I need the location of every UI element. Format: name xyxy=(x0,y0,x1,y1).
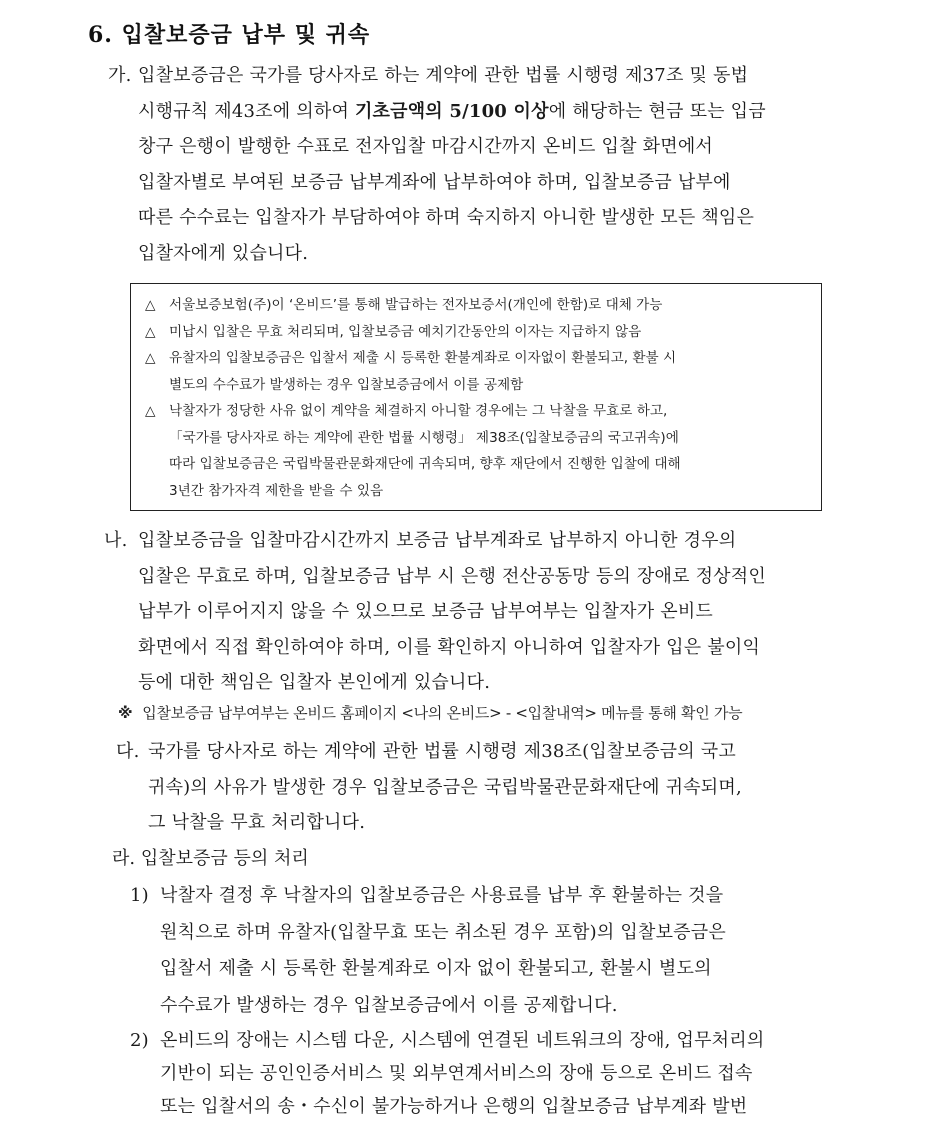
section-heading: 6. 입찰보증금 납부 및 귀속 xyxy=(88,22,371,48)
triangle-bullet: △ xyxy=(145,350,156,366)
paragraph-marker: 가. xyxy=(108,65,132,86)
notice-line: 3년간 참가자격 제한을 받을 수 있음 xyxy=(169,482,384,499)
paragraph-line: 입찰보증금을 입찰마감시간까지 보증금 납부계좌로 납부하지 아니한 경우의 xyxy=(138,530,737,551)
list-marker: 1) xyxy=(130,885,149,906)
reference-mark-icon: ※ xyxy=(118,704,133,722)
paragraph-line: 납부가 이루어지지 않을 수 있으므로 보증금 납부여부는 입찰자가 온비드 xyxy=(138,601,714,622)
notice-line: 낙찰자가 정당한 사유 없이 계약을 체결하지 아니할 경우에는 그 낙찰을 무효로 하고, xyxy=(169,403,668,419)
remark-text: 입찰보증금 납부여부는 온비드 홈페이지 <나의 온비드> - <입찰내역> 메뉴를 통해 확인 가능 xyxy=(142,704,743,722)
paragraph-line: 수수료가 발생하는 경우 입찰보증금에서 이를 공제합니다. xyxy=(160,994,618,1016)
paragraph-line: 따른 수수료는 입찰자가 부담하여야 하며 숙지하지 아니한 발생한 모든 책임은 xyxy=(138,207,755,228)
paragraph-line: 화면에서 직접 확인하여야 하며, 이를 확인하지 아니하여 입찰자가 입은 불이익 xyxy=(138,636,761,658)
bold-emphasis: 기초금액의 5/100 이상 xyxy=(354,100,549,122)
paragraph-ra xyxy=(112,841,309,877)
paragraph-line: 기반이 되는 공인인증서비스 및 외부연계서비스의 장애 등으로 온비드 접속 xyxy=(160,1063,753,1084)
paragraph-da xyxy=(116,734,854,841)
paragraph-line: 창구 은행이 발행한 수표로 전자입찰 마감시간까지 온비드 입찰 화면에서 xyxy=(138,136,714,157)
list-item-1 xyxy=(130,878,854,1024)
paragraph-ga xyxy=(108,58,852,271)
paragraph-line: 입찰서 제출 시 등록한 환불계좌로 이자 없이 환불되고, 환불시 별도의 xyxy=(160,958,712,979)
paragraph-line: 온비드의 장애는 시스템 다운, 시스템에 연결된 네트워크의 장애, 업무처리의 xyxy=(160,1030,765,1051)
paragraph-line: 입찰보증금은 국가를 당사자로 하는 계약에 관한 법률 시행령 제37조 및 동법 xyxy=(138,65,749,86)
paragraph-line: 등에 대한 책임은 입찰자 본인에게 있습니다. xyxy=(138,672,491,693)
paragraph-line: 그 낙찰을 무효 처리합니다. xyxy=(148,812,366,833)
notice-item xyxy=(145,319,811,346)
paragraph-marker: 다. xyxy=(116,741,140,762)
notice-line: 서울보증보험(주)이 ‘온비드’를 통해 발급하는 전자보증서(개인에 한함)로 대체 가능 xyxy=(169,297,663,313)
paragraph-line: 입찰자에게 있습니다. xyxy=(138,242,309,264)
notice-item xyxy=(145,292,811,319)
paragraph-line: 귀속)의 사유가 발생한 경우 입찰보증금은 국립박물관문화재단에 귀속되며, xyxy=(148,776,742,798)
paragraph-line: 원칙으로 하며 유찰자(입찰무효 또는 취소된 경우 포함)의 입찰보증금은 xyxy=(160,921,726,943)
notice-line: 별도의 수수료가 발생하는 경우 입찰보증금에서 이를 공제함 xyxy=(169,376,524,393)
paragraph-line: 시행규칙 제43조에 의하여 기초금액의 5/100 이상에 해당하는 현금 또는 입금 xyxy=(138,100,766,122)
notice-line: 「국가를 당사자로 하는 계약에 관한 법률 시행령」 제38조(입찰보증금의 국고귀속)에 xyxy=(169,429,679,446)
list-item-2 xyxy=(130,1024,854,1123)
list-marker: 2) xyxy=(130,1030,149,1051)
remark-note xyxy=(118,702,742,723)
triangle-bullet: △ xyxy=(145,323,156,340)
triangle-bullet: △ xyxy=(145,297,156,313)
notice-line: 따라 입찰보증금은 국립박물관문화재단에 귀속되며, 향후 재단에서 진행한 입찰에 대해 xyxy=(169,456,681,472)
notice-item xyxy=(145,345,811,398)
notice-box xyxy=(130,283,822,511)
paragraph-line: 낙찰자 결정 후 낙찰자의 입찰보증금은 사용료를 납부 후 환불하는 것을 xyxy=(160,885,724,906)
paragraph-line: 입찰자별로 부여된 보증금 납부계좌에 납부하여야 하며, 입찰보증금 납부에 xyxy=(138,171,731,193)
paragraph-line: 입찰은 무효로 하며, 입찰보증금 납부 시 은행 전산공동망 등의 장애로 정상적인 xyxy=(138,565,766,587)
notice-line: 유찰자의 입찰보증금은 입찰서 제출 시 등록한 환불계좌로 이자없이 환불되고, 환불 시 xyxy=(169,350,677,366)
paragraph-na xyxy=(104,523,852,701)
paragraph-title: 입찰보증금 등의 처리 xyxy=(140,848,309,869)
notice-item xyxy=(145,398,811,504)
notice-line: 미납시 입찰은 무효 처리되며, 입찰보증금 예치기간동안의 이자는 지급하지 않음 xyxy=(169,323,642,340)
paragraph-line: 국가를 당사자로 하는 계약에 관한 법률 시행령 제38조(입찰보증금의 국고 xyxy=(148,741,736,762)
paragraph-marker: 나. xyxy=(104,530,128,551)
paragraph-line: 또는 입찰서의 송・수신이 불가능하거나 은행의 입찰보증금 납부계좌 발번 xyxy=(160,1096,748,1117)
paragraph-marker: 라. xyxy=(112,848,136,869)
triangle-bullet: △ xyxy=(145,403,156,419)
